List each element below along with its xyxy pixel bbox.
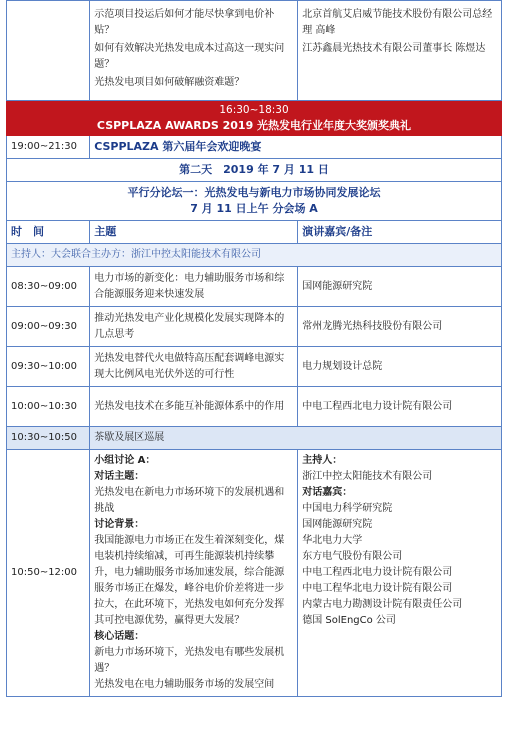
background-label: 讨论背景： xyxy=(94,519,145,530)
forum-row xyxy=(7,182,502,221)
question-item: 如何有效解决光热发电成本过高这一现实问题？ xyxy=(94,43,285,70)
host-label: 主持人： xyxy=(302,455,343,466)
forum-title: 平行分论坛一：光热发电与新电力市场协同发展论坛 xyxy=(127,186,381,199)
session-guest: 电力规划设计总院 xyxy=(298,347,502,387)
dinner-title: CSPPLAZA 第六届年会欢迎晚宴 xyxy=(90,136,502,159)
question-item: 光热发电项目如何破解融资难题？ xyxy=(94,77,245,88)
theme-label: 对话主题： xyxy=(94,471,145,482)
break-row xyxy=(7,427,502,450)
award-row xyxy=(7,101,502,136)
host-row xyxy=(7,244,502,267)
guest-item: 中国电力科学研究院 xyxy=(302,503,393,514)
theme-text: 光热发电在新电力市场环境下的发展机遇和挑战 xyxy=(94,487,285,514)
host-name: 浙江中控太阳能技术有限公司 xyxy=(302,471,433,482)
session-time: 09:00~09:30 xyxy=(7,307,90,347)
header-time: 时 间 xyxy=(7,221,90,244)
prev-panel-row xyxy=(7,1,502,101)
session-topic: 光热发电技术在多能互补能源体系中的作用 xyxy=(90,387,298,427)
prev-questions-cell xyxy=(90,1,298,101)
discussion-detail-cell xyxy=(90,450,298,697)
header-guests: 演讲嘉宾/备注 xyxy=(298,221,502,244)
award-cell xyxy=(7,101,502,136)
prev-guests-cell xyxy=(298,1,502,101)
session-guest: 中电工程西北电力设计院有限公司 xyxy=(298,387,502,427)
session-topic: 推动光热发电产业化规模化发展实现降本的几点思考 xyxy=(90,307,298,347)
guest-line: 江苏鑫晨光热技术有限公司董事长 陈煜达 xyxy=(302,43,486,54)
guests-label: 对话嘉宾： xyxy=(302,487,353,498)
dinner-row xyxy=(7,136,502,159)
session-time: 08:30~09:00 xyxy=(7,267,90,307)
core-topic: 光热发电在电力辅助服务市场的发展空间 xyxy=(94,679,275,690)
session-row xyxy=(7,267,502,307)
dinner-time: 19:00~21:30 xyxy=(7,136,90,159)
guest-item: 德国 SolEngCo 公司 xyxy=(302,615,396,626)
guest-item: 华北电力大学 xyxy=(302,535,363,546)
prev-time-cell xyxy=(7,1,90,101)
guest-line: 北京首航艾启威节能技术股份有限公司总经理 高峰 xyxy=(302,9,493,36)
guest-item: 中电工程西北电力设计院有限公司 xyxy=(302,567,453,578)
table-header-row xyxy=(7,221,502,244)
session-row xyxy=(7,387,502,427)
forum-subtitle: 7 月 11 日上午 分会场 A xyxy=(190,202,318,215)
guest-item: 国网能源研究院 xyxy=(302,519,373,530)
agenda-table xyxy=(6,0,502,697)
header-topic: 主题 xyxy=(90,221,298,244)
break-label: 茶歇及展区巡展 xyxy=(90,427,502,450)
group-title: 小组讨论 A： xyxy=(94,455,156,466)
session-topic: 光热发电替代火电做特高压配套调峰电源实现大比例风电光伏外送的可行性 xyxy=(90,347,298,387)
session-guest: 常州龙腾光热科技股份有限公司 xyxy=(298,307,502,347)
forum-cell xyxy=(7,182,502,221)
session-guest: 国网能源研究院 xyxy=(298,267,502,307)
core-label: 核心话题： xyxy=(94,631,145,642)
session-time: 09:30~10:00 xyxy=(7,347,90,387)
discussion-row xyxy=(7,450,502,697)
question-item: 示范项目投运后如何才能尽快拿到电价补贴？ xyxy=(94,9,275,36)
agenda-page xyxy=(6,0,502,697)
guest-item: 东方电气股份有限公司 xyxy=(302,551,403,562)
break-time: 10:30~10:50 xyxy=(7,427,90,450)
core-topic: 新电力市场环境下，光热发电有哪些发展机遇？ xyxy=(94,647,285,674)
guest-item: 内蒙古电力勘测设计院有限责任公司 xyxy=(302,599,463,610)
session-topic: 电力市场的新变化：电力辅助服务市场和综合能源服务迎来快速发展 xyxy=(90,267,298,307)
day2-title: 第二天 2019 年 7 月 11 日 xyxy=(7,159,502,182)
award-title: CSPPLAZA AWARDS 2019 光热发电行业年度大奖颁奖典礼 xyxy=(96,119,412,132)
session-row xyxy=(7,347,502,387)
discussion-time: 10:50~12:00 xyxy=(7,450,90,697)
discussion-guests-cell xyxy=(298,450,502,697)
background-text: 我国能源电力市场正在发生着深刻变化，煤电装机持续缩减，可再生能源装机持续攀升，电力辅助服务市场加速发展，综合能源服务市场正在爆发，峰谷电价价差将进一步拉大，在此环境下，光热发电如何充分发挥其可控电源优势，赢得更大发展？ xyxy=(94,535,285,626)
award-time: 16:30~18:30 xyxy=(219,104,289,116)
host-line: 主持人：大会联合主办方：浙江中控太阳能技术有限公司 xyxy=(7,244,502,267)
session-row xyxy=(7,307,502,347)
guest-item: 中电工程华北电力设计院有限公司 xyxy=(302,583,453,594)
session-time: 10:00~10:30 xyxy=(7,387,90,427)
day2-row xyxy=(7,159,502,182)
